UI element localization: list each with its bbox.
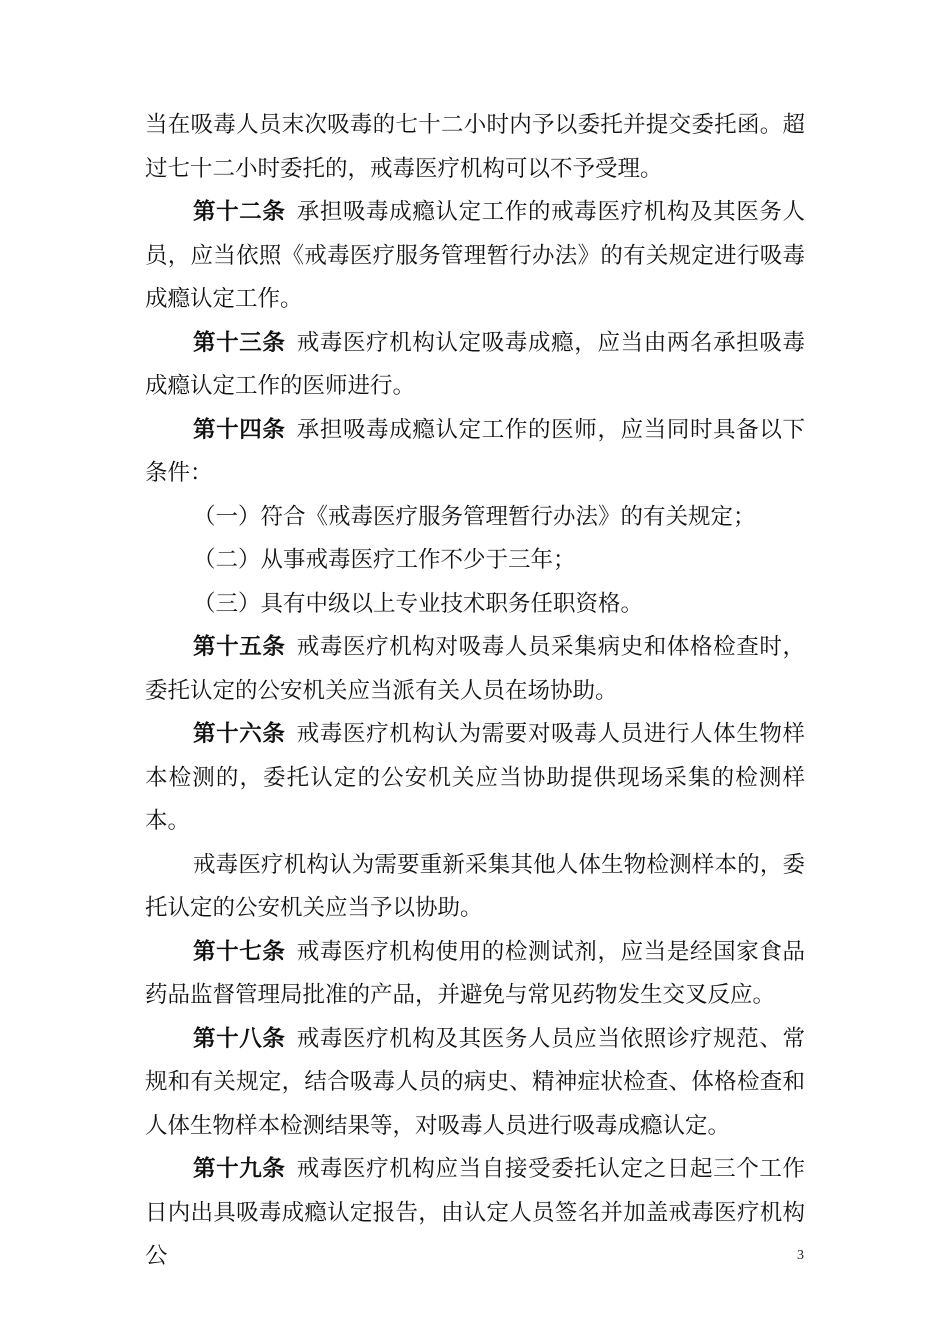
article-label: 第十八条 — [193, 1025, 286, 1052]
article-text: 戒毒医疗机构及其医务人员应当依照诊疗规范、常规和有关规定，结合吸毒人员的病史、精神症状检查、体格检查和人体生物样本检测结果等，对吸毒人员进行吸毒成瘾认定。 — [145, 1025, 805, 1139]
article-text: 承担吸毒成瘾认定工作的医师，应当同时具备以下条件： — [145, 416, 805, 486]
article-label: 第十六条 — [193, 721, 286, 747]
article-label: 第十二条 — [193, 199, 286, 225]
article-16 — [145, 713, 805, 844]
text-body — [145, 104, 805, 1279]
article-label: 第十七条 — [193, 938, 286, 965]
article-text: 承担吸毒成瘾认定工作的戒毒医疗机构及其医务人员，应当依照《戒毒医疗服务管理暂行办法》的有关规定进行吸毒成瘾认定工作。 — [145, 199, 805, 312]
paragraph-plain — [145, 844, 805, 931]
article-text: 戒毒医疗机构应当自接受委托认定之日起三个工作日内出具吸毒成瘾认定报告，由认定人员签名并加盖戒毒医疗机构公 — [145, 1156, 805, 1269]
list-item-text: （三）具有中级以上专业技术职务任职资格。 — [193, 590, 644, 617]
list-item — [145, 496, 805, 540]
article-label: 第十五条 — [193, 634, 286, 660]
article-label: 第十九条 — [193, 1156, 286, 1182]
list-item-text: （二）从事戒毒医疗工作不少于三年； — [193, 547, 576, 573]
article-label: 第十三条 — [193, 329, 286, 356]
article-label: 第十四条 — [193, 416, 286, 443]
paragraph-continuation — [145, 104, 805, 191]
article-text: 戒毒医疗机构认为需要对吸毒人员进行人体生物样本检测的，委托认定的公安机关应当协助提供现场采集的检测样本。 — [145, 721, 805, 834]
article-13 — [145, 322, 805, 409]
list-item-text: （一）符合《戒毒医疗服务管理暂行办法》的有关规定； — [193, 503, 756, 530]
paragraph-text: 戒毒医疗机构认为需要重新采集其他人体生物检测样本的，委托认定的公安机关应当予以协助。 — [145, 851, 805, 921]
paragraph-text: 当在吸毒人员末次吸毒的七十二小时内予以委托并提交委托函。超过七十二小时委托的，戒毒医疗机构可以不予受理。 — [145, 112, 805, 182]
article-15 — [145, 626, 805, 713]
article-text: 戒毒医疗机构对吸毒人员采集病史和体格检查时，委托认定的公安机关应当派有关人员在场协助。 — [145, 634, 805, 704]
page-number: 3 — [797, 1248, 804, 1263]
article-17 — [145, 931, 805, 1018]
list-item — [145, 539, 805, 583]
list-item — [145, 583, 805, 627]
article-18 — [145, 1018, 805, 1149]
article-14 — [145, 409, 805, 496]
article-text: 戒毒医疗机构使用的检测试剂，应当是经国家食品药品监督管理局批准的产品，并避免与常见药物发生交叉反应。 — [145, 938, 805, 1008]
article-19 — [145, 1148, 805, 1279]
article-12 — [145, 191, 805, 322]
article-text: 戒毒医疗机构认定吸毒成瘾，应当由两名承担吸毒成瘾认定工作的医师进行。 — [145, 329, 805, 399]
